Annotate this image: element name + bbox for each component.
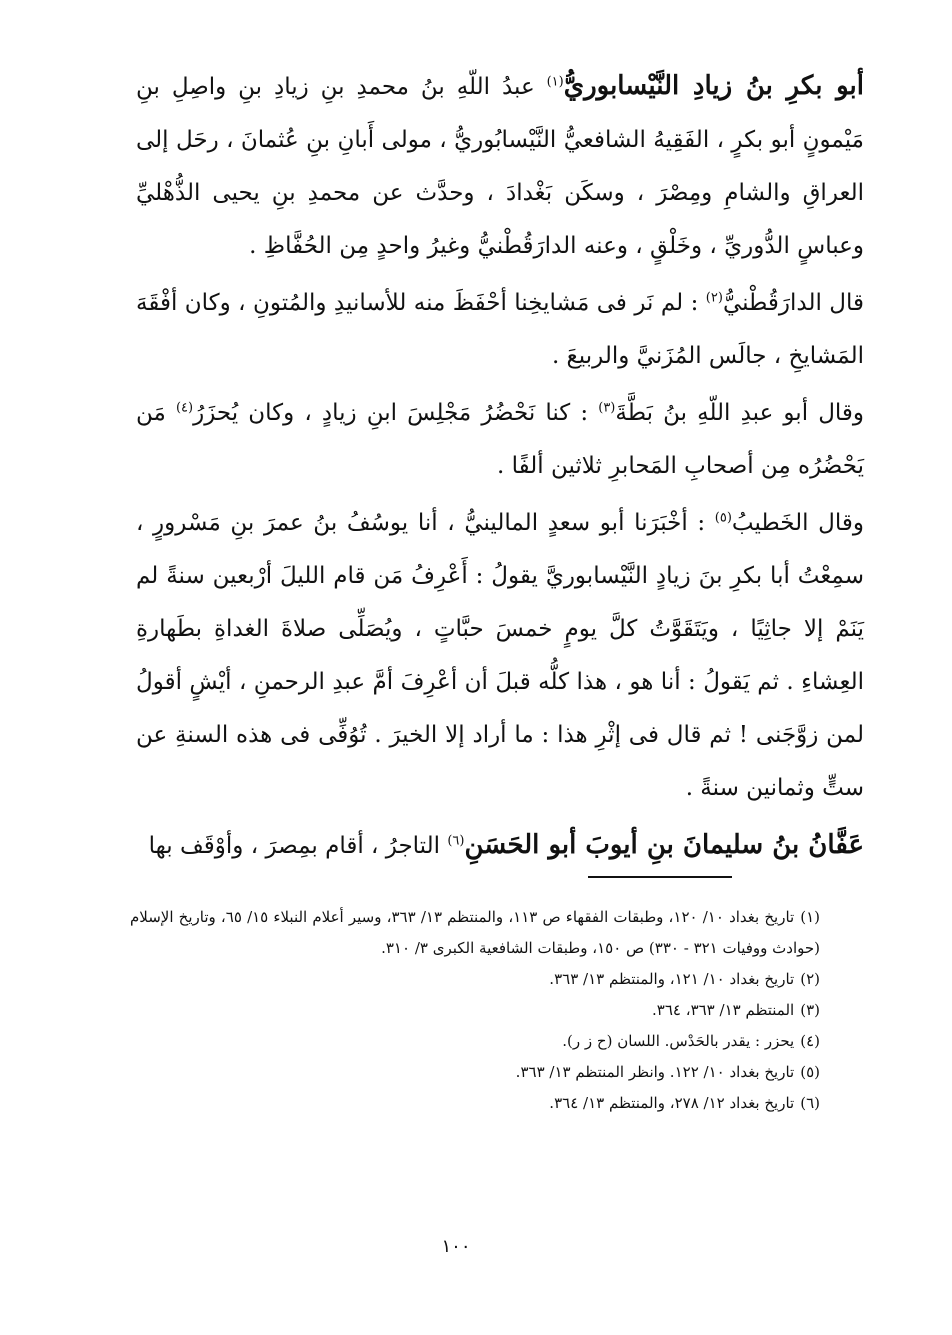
footnote-text: تاريخ بغداد ١٢/ ٢٧٨، والمنتظم ١٣/ ٣٦٤. — [549, 1094, 795, 1112]
footnote-ref[interactable]: (٢) — [705, 290, 723, 306]
quote-intro: وقال أبو عبدِ اللّهِ بنُ بَطَّةَ — [615, 400, 865, 426]
footnote-item — [130, 1026, 820, 1057]
quote-text: : أخْبَرَنا أبو سعدٍ المالينيُّ ، أنا يوسُفُ بنُ عمرَ بنِ مَسْرورٍ ، سمِعْتُ أبا بكرِ بنَ زيادٍ النَّيْسابوريَّ يقولُ : أَعْرِفُ مَن قام الليلَ أرْبعين سنةً لم يَنَمْ إلا جاثِيًا ، ويَتَقَوَّتُ كلَّ يومٍ خمسَ حبَّاتٍ ، ويُصَلِّى صلاةَ الغداةِ بطَهارةِ العِشاءِ . ثم يَقولُ : أنا هو ، هذا كلُّه قبلَ أن أعْرِفَ أمَّ عبدِ الرحمنِ ، أيْشٍ أقولُ لمن زوَّجَنى ! ثم قال فى إثْرِ هذا : ما أراد إلا الخيرَ . تُوُفِّى فى هذه السنةِ عن ستٍّ وثمانين سنةً . — [136, 510, 864, 801]
footnote-item — [130, 902, 820, 964]
footnote-number: (٥) — [800, 1063, 820, 1081]
footnote-number: (٢) — [800, 970, 820, 988]
quote-intro: وقال الخَطيبُ — [731, 510, 864, 536]
footnote-item — [130, 995, 820, 1026]
footnote-divider — [588, 876, 732, 878]
footnote-ref[interactable]: (٦) — [447, 833, 465, 849]
footnote-number: (١) — [800, 908, 820, 926]
footnote-ref[interactable]: (١) — [546, 74, 564, 90]
quote-text-middle: : كنا نَحْضُرُ مَجْلِسَ ابنِ زيادٍ ، وكان يُحزَرُ — [193, 400, 589, 426]
footnote-text: يحزر : يقدر بالحَدْس. اللسان (ح ز ر). — [562, 1032, 795, 1050]
footnote-text: تاريخ بغداد ١٠/ ١٢١، والمنتظم ١٣/ ٣٦٣. — [549, 970, 795, 988]
entry-name: أبو بكرِ بنُ زيادِ النَّيْسابوريُّ — [563, 71, 864, 101]
entry-text: التاجرُ ، أقام بمِصرَ ، وأوْقَف بها — [148, 833, 441, 859]
page-number: ١٠٠ — [441, 1236, 471, 1257]
quote-intro: قال الدارَقُطْنيُّ — [722, 290, 865, 316]
footnote-item — [130, 964, 820, 995]
footnote-ref[interactable]: (٤) — [175, 400, 194, 416]
footnote-item — [130, 1057, 820, 1088]
quote-khatib — [136, 497, 864, 815]
footnote-ref[interactable]: (٥) — [714, 510, 732, 526]
quote-daraqutni — [136, 277, 864, 383]
quote-text: مَن يَحْضُرُه مِن أصحابِ المَحابرِ ثلاثين ألفًا . — [136, 400, 864, 479]
entry-text: عبدُ اللّهِ بنُ محمدِ بنِ زيادِ بنِ واصِلِ بنِ مَيْمونٍ أبو بكرٍ ، الفَقِيهُ الشافعيُّ النَّيْسابُوريُّ ، مولى أَبانِ بنِ عُثمانَ ، رحَل إلى العراقِ والشامِ ومِصْرَ ، وسكَن بَغْدادَ ، وحدَّث عن محمدِ بنِ يحيى الذُّهْليِّ وعباسٍ الدُّوريِّ ، وخَلْقٍ ، وعنه الدارَقُطْنيُّ وغيرُ واحدٍ مِن الحُفَّاظِ . — [136, 74, 864, 259]
entry-ibn-ziyad — [136, 60, 864, 273]
footnote-number: (٦) — [800, 1094, 820, 1112]
footnote-number: (٣) — [800, 1001, 820, 1019]
footnote-number: (٤) — [800, 1032, 820, 1050]
footnotes — [130, 902, 820, 1119]
main-text — [136, 60, 864, 873]
footnote-text: تاريخ بغداد ١٠/ ١٢٢. وانظر المنتظم ١٣/ ٣٦٣. — [515, 1063, 795, 1081]
quote-text: : لم نَر فى مَشايخِنا أحْفَظَ منه للأسانيدِ والمُتونِ ، وكان أفْقَهَ المَشايخِ ، جالَس المُزَنيَّ والربيعَ . — [136, 290, 864, 369]
footnote-item — [130, 1088, 820, 1119]
footnote-ref[interactable]: (٣) — [598, 400, 616, 416]
footnote-text: تاريخ بغداد ١٠/ ١٢٠، وطبقات الفقهاء ص ١١٣، والمنتظم ١٣/ ٣٦٣، وسير أعلام النبلاء ١٥/ ٦٥، وتاريخ الإسلام (حوادث ووفيات ٣٢١ - ٣٣٠) ص ١٥٠، وطبقات الشافعية الكبرى ٣/ ٣١٠. — [130, 908, 820, 957]
entry-affan — [136, 819, 864, 873]
entry-name: عَفَّانُ بنُ سليمانَ بنِ أيوبَ أبو الحَسَنِ — [464, 830, 864, 860]
footnote-text: المنتظم ١٣/ ٣٦٣، ٣٦٤. — [652, 1001, 795, 1019]
quote-ibn-batta — [136, 387, 864, 493]
